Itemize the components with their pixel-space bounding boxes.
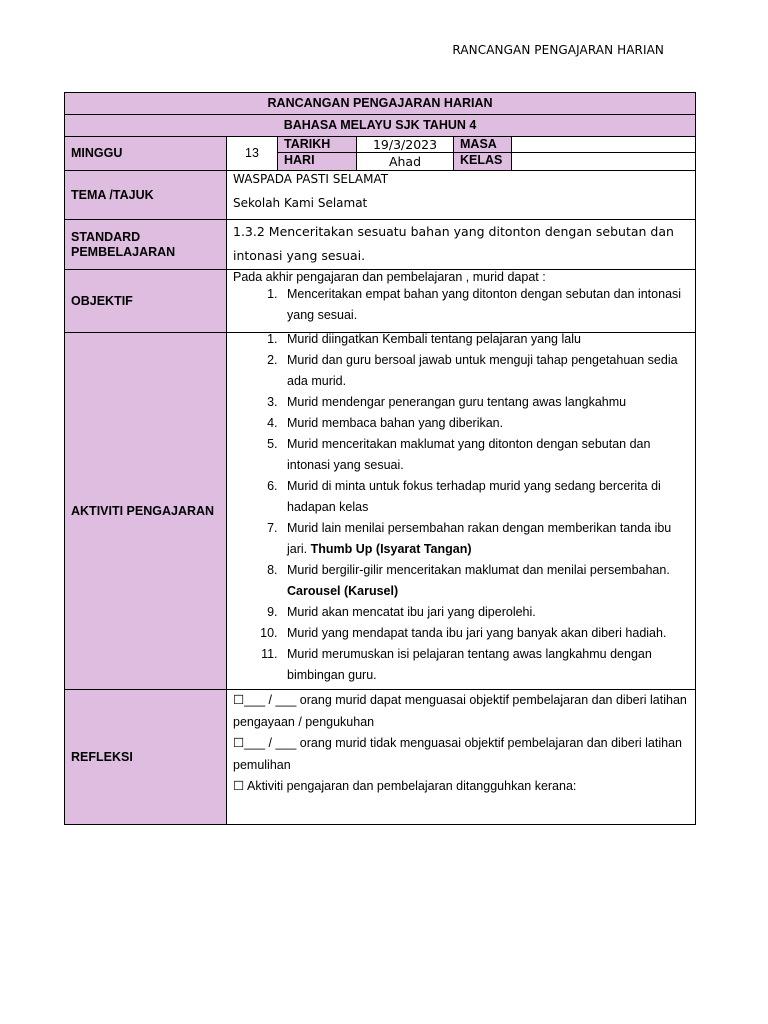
masa-label: MASA: [454, 137, 512, 153]
aktiviti-item: 9. Murid akan mencatat ibu jari yang diperolehi.: [281, 602, 689, 623]
aktiviti-item: 8. Murid bergilir-gilir menceritakan maklumat dan menilai persembahan. Carousel (Karusel): [281, 560, 689, 602]
aktiviti-label: AKTIVITI PENGAJARAN: [65, 333, 227, 690]
minggu-value: 13: [227, 137, 278, 171]
standard-label: STANDARD PEMBELAJARAN: [65, 220, 227, 270]
objektif-label: OBJEKTIF: [65, 270, 227, 333]
title-row-2: BAHASA MELAYU SJK TAHUN 4: [65, 115, 696, 137]
aktiviti-cell: [227, 333, 696, 690]
tema-cell: [227, 171, 696, 220]
kelas-value: [512, 153, 696, 171]
aktiviti-item: 3. Murid mendengar penerangan guru tentang awas langkahmu: [281, 392, 689, 413]
page-header: RANCANGAN PENGAJARAN HARIAN: [452, 43, 664, 57]
aktiviti-item: 4. Murid membaca bahan yang diberikan.: [281, 413, 689, 434]
objektif-intro: Pada akhir pengajaran dan pembelajaran , murid dapat :: [233, 270, 546, 284]
aktiviti-item: 7. Murid lain menilai persembahan rakan dengan memberikan tanda ibu jari. Thumb Up (Isyarat Tangan): [281, 518, 689, 560]
tema-line-1: WASPADA PASTI SELAMAT: [233, 172, 389, 186]
refleksi-line: ☐___ / ___ orang murid dapat menguasai objektif pembelajaran dan diberi latihan pengayaan / pengukuhan: [233, 693, 687, 729]
tema-line-2: Sekolah Kami Selamat: [233, 196, 368, 210]
tarikh-label: TARIKH: [278, 137, 357, 153]
aktiviti-item: 6. Murid di minta untuk fokus terhadap murid yang sedang bercerita di hadapan kelas: [281, 476, 689, 518]
aktiviti-item: 2. Murid dan guru bersoal jawab untuk menguji tahap pengetahuan sedia ada murid.: [281, 350, 689, 392]
aktiviti-item: 10. Murid yang mendapat tanda ibu jari yang banyak akan diberi hadiah.: [281, 623, 689, 644]
technique-carousel: Carousel (Karusel): [287, 584, 399, 598]
refleksi-line: ☐ Aktiviti pengajaran dan pembelajaran ditangguhkan kerana:: [233, 779, 577, 793]
objektif-cell: [227, 270, 696, 333]
refleksi-cell: [227, 690, 696, 825]
masa-value: [512, 137, 696, 153]
refleksi-line: ☐___ / ___ orang murid tidak menguasai objektif pembelajaran dan diberi latihan pemulihan: [233, 736, 682, 772]
rph-table: [64, 92, 696, 825]
standard-text: 1.3.2 Menceritakan sesuatu bahan yang ditonton dengan sebutan dan intonasi yang sesuai.: [227, 220, 696, 270]
refleksi-label: REFLEKSI: [65, 690, 227, 825]
aktiviti-item: 1. Murid diingatkan Kembali tentang pelajaran yang lalu: [281, 329, 689, 350]
objektif-item: 1. Menceritakan empat bahan yang ditonton dengan sebutan dan intonasi yang sesuai.: [281, 284, 689, 326]
technique-thumb-up: Thumb Up (Isyarat Tangan): [310, 542, 472, 556]
aktiviti-item: 5. Murid menceritakan maklumat yang ditonton dengan sebutan dan intonasi yang sesuai.: [281, 434, 689, 476]
tarikh-value: 19/3/2023: [357, 137, 454, 153]
tema-label: TEMA /TAJUK: [65, 171, 227, 220]
aktiviti-item: 11. Murid merumuskan isi pelajaran tentang awas langkahmu dengan bimbingan guru.: [281, 644, 689, 686]
kelas-label: KELAS: [454, 153, 512, 171]
title-row-1: RANCANGAN PENGAJARAN HARIAN: [65, 93, 696, 115]
minggu-label: MINGGU: [65, 137, 227, 171]
hari-label: HARI: [278, 153, 357, 171]
hari-value: Ahad: [357, 153, 454, 171]
aktiviti-list: [233, 329, 689, 686]
objektif-list: [233, 284, 689, 326]
